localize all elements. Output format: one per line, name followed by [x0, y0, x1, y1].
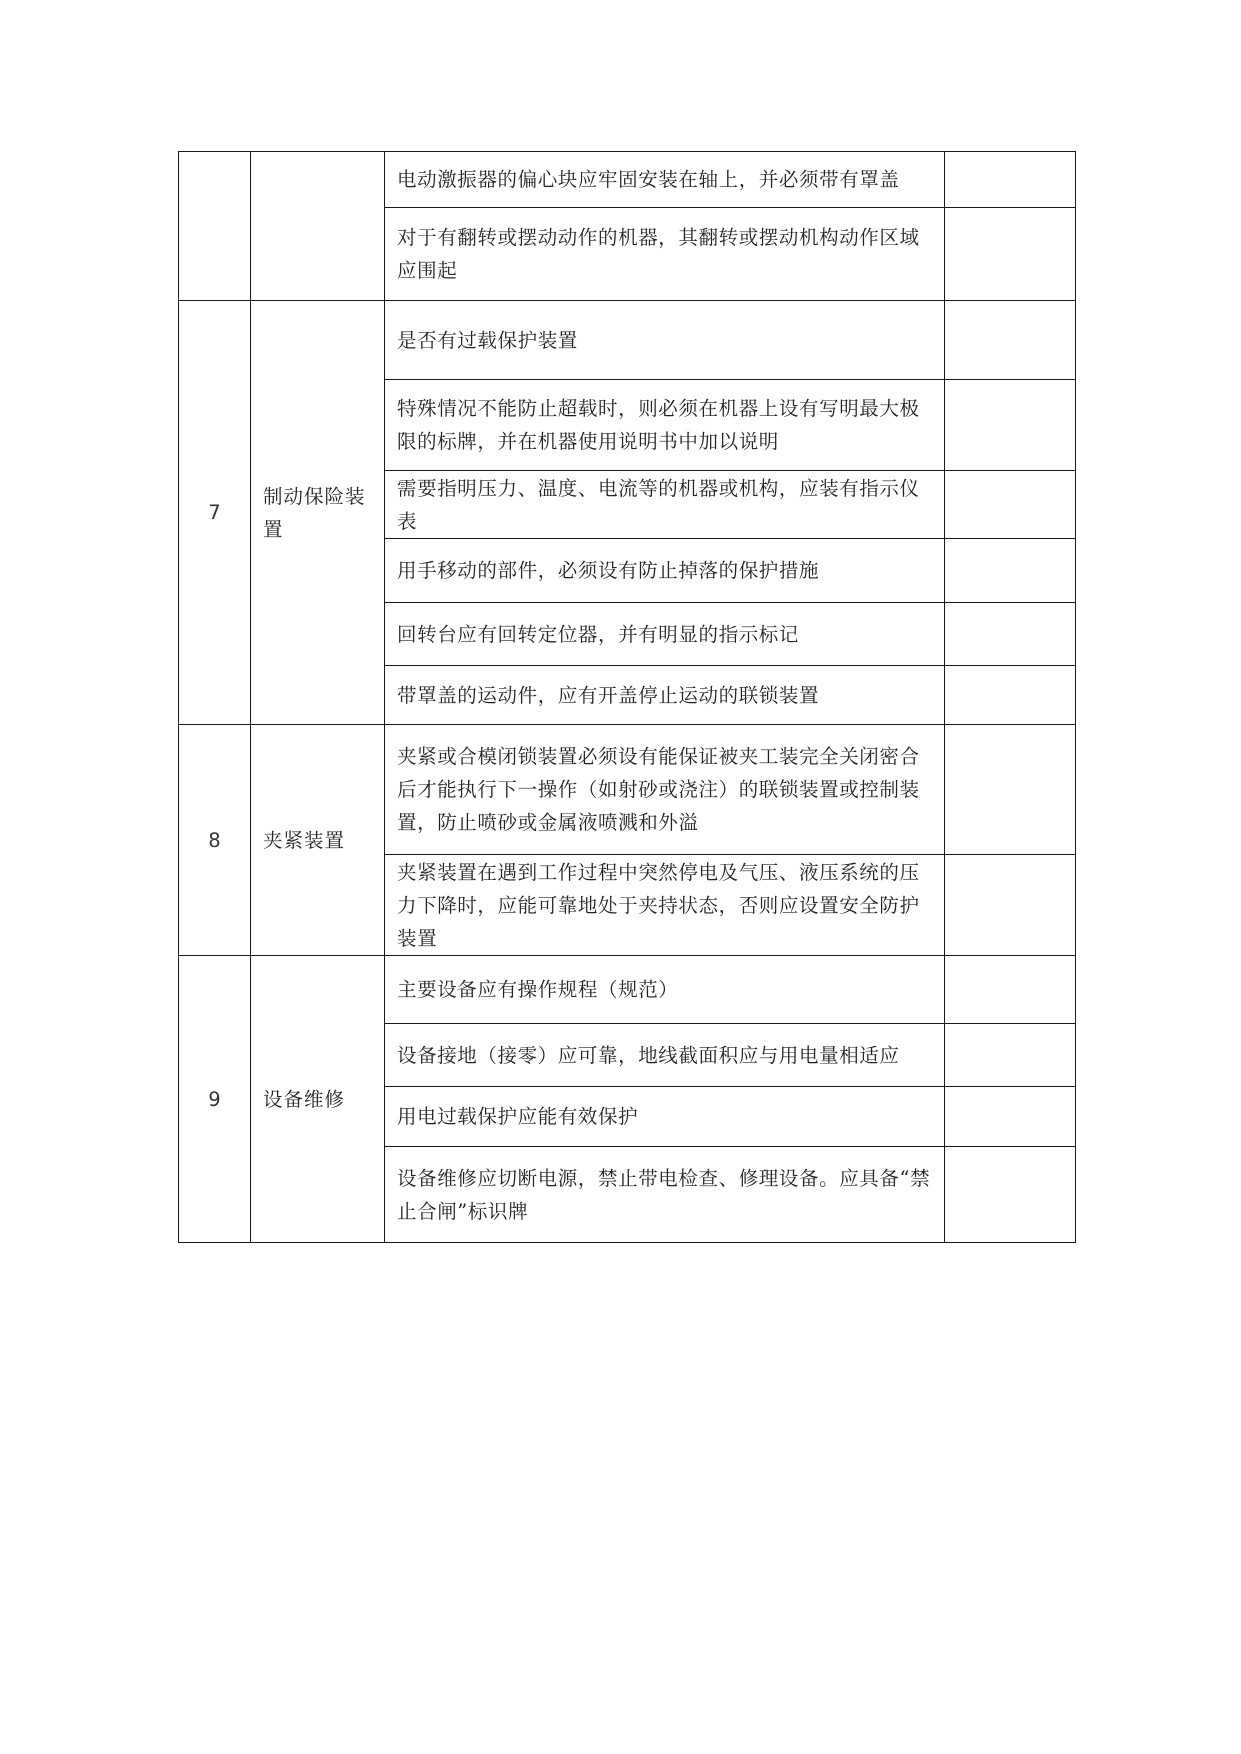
check-item-cell: 主要设备应有操作规程（规范） — [385, 956, 945, 1024]
category-cell: 制动保险装置 — [251, 301, 385, 725]
row-number-cell: 7 — [179, 301, 251, 725]
result-cell — [945, 603, 1076, 666]
check-item-cell: 设备维修应切断电源，禁止带电检查、修理设备。应具备“禁止合闸”标识牌 — [385, 1147, 945, 1243]
table-row — [179, 152, 1076, 208]
check-item-cell: 用电过载保护应能有效保护 — [385, 1087, 945, 1147]
table-row — [179, 301, 1076, 380]
check-item-cell: 回转台应有回转定位器，并有明显的指示标记 — [385, 603, 945, 666]
inspection-table — [178, 151, 1076, 1243]
check-item-cell: 夹紧装置在遇到工作过程中突然停电及气压、液压系统的压力下降时，应能可靠地处于夹持状态，否则应设置安全防护装置 — [385, 855, 945, 956]
check-item-cell: 带罩盖的运动件，应有开盖停止运动的联锁装置 — [385, 666, 945, 725]
category-cell: 设备维修 — [251, 956, 385, 1243]
check-item-cell: 是否有过载保护装置 — [385, 301, 945, 380]
result-cell — [945, 1087, 1076, 1147]
result-cell — [945, 301, 1076, 380]
result-cell — [945, 152, 1076, 208]
result-cell — [945, 471, 1076, 539]
check-item-cell: 用手移动的部件，必须设有防止掉落的保护措施 — [385, 539, 945, 603]
result-cell — [945, 1024, 1076, 1087]
result-cell — [945, 1147, 1076, 1243]
result-cell — [945, 855, 1076, 956]
check-item-cell: 电动激振器的偏心块应牢固安装在轴上，并必须带有罩盖 — [385, 152, 945, 208]
check-item-cell: 特殊情况不能防止超载时，则必须在机器上设有写明最大极限的标牌，并在机器使用说明书中加以说明 — [385, 380, 945, 471]
category-cell — [251, 152, 385, 301]
row-number-cell: 9 — [179, 956, 251, 1243]
check-item-cell: 设备接地（接零）应可靠，地线截面积应与用电量相适应 — [385, 1024, 945, 1087]
result-cell — [945, 380, 1076, 471]
row-number-cell — [179, 152, 251, 301]
result-cell — [945, 539, 1076, 603]
check-item-cell: 需要指明压力、温度、电流等的机器或机构，应装有指示仪表 — [385, 471, 945, 539]
row-number-cell: 8 — [179, 725, 251, 956]
table-row — [179, 725, 1076, 855]
result-cell — [945, 725, 1076, 855]
check-item-cell: 对于有翻转或摆动动作的机器，其翻转或摆动机构动作区域应围起 — [385, 208, 945, 301]
category-cell: 夹紧装置 — [251, 725, 385, 956]
result-cell — [945, 956, 1076, 1024]
result-cell — [945, 208, 1076, 301]
check-item-cell: 夹紧或合模闭锁装置必须设有能保证被夹工装完全关闭密合后才能执行下一操作（如射砂或浇注）的联锁装置或控制装置，防止喷砂或金属液喷溅和外溢 — [385, 725, 945, 855]
result-cell — [945, 666, 1076, 725]
table-row — [179, 956, 1076, 1024]
